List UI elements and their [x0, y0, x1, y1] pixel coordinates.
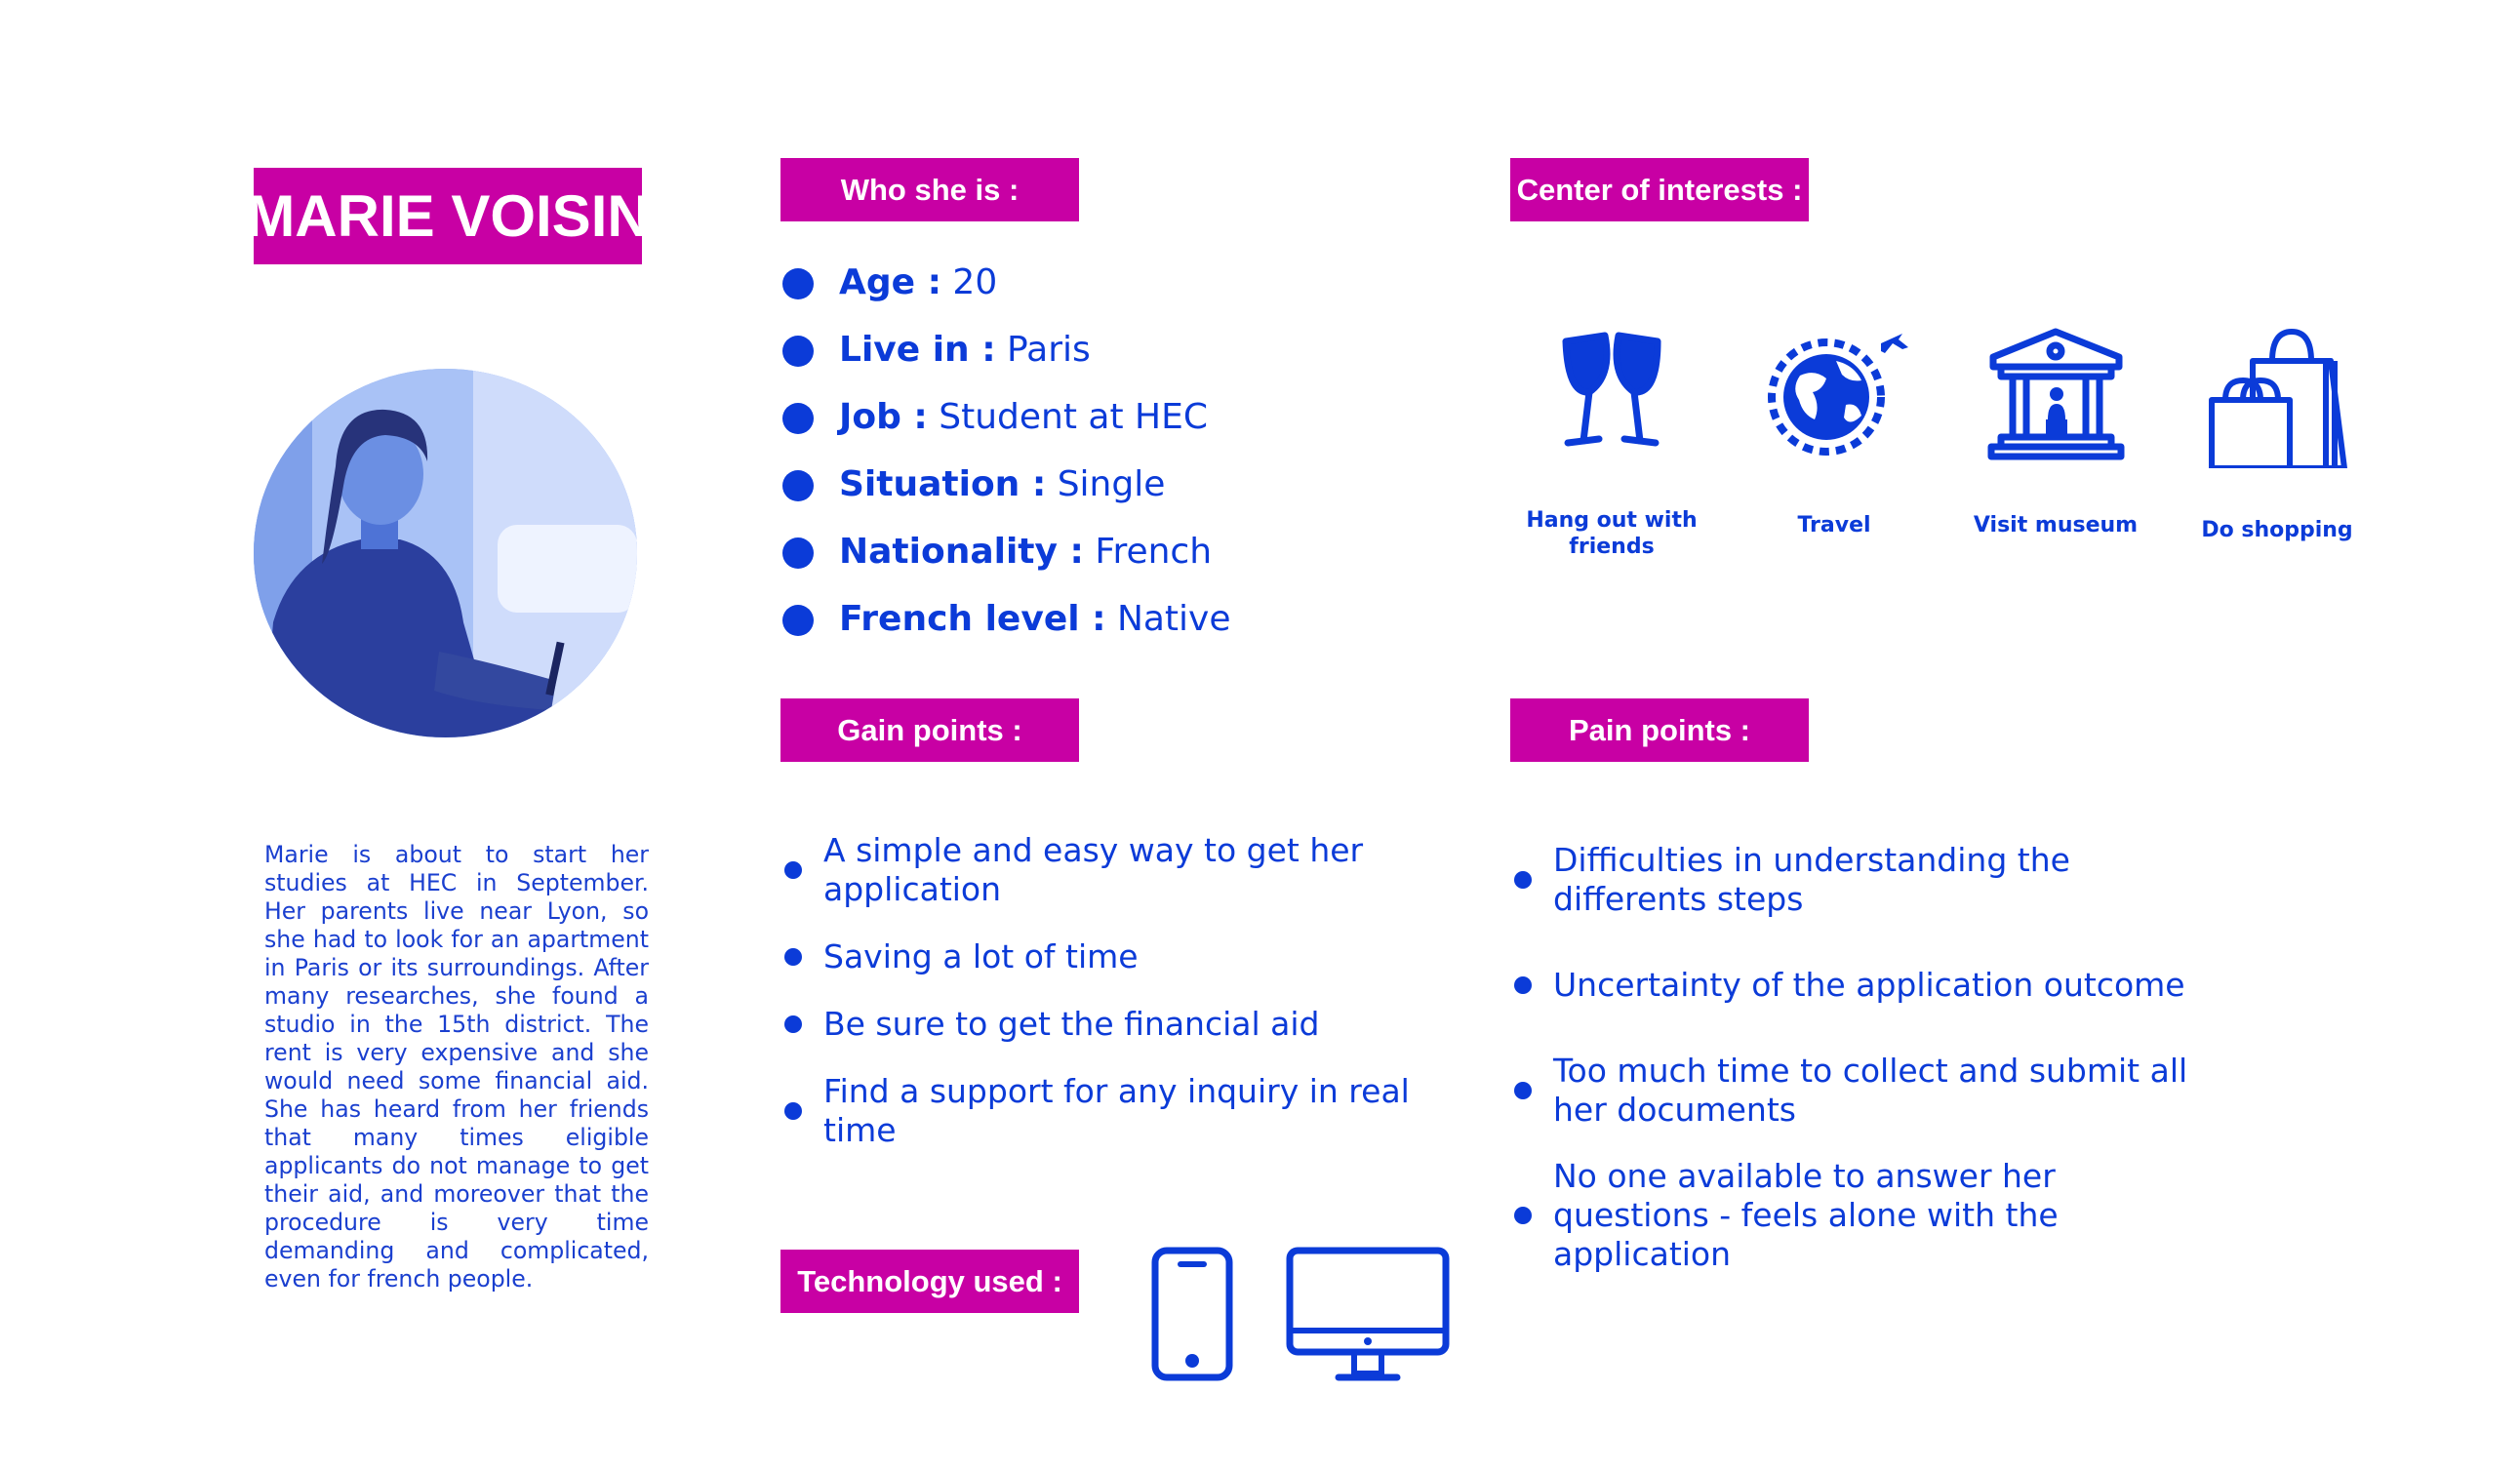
fact-nationality: Nationality : French: [780, 525, 1231, 592]
pain-points-title: Pain points :: [1510, 698, 1809, 762]
interest-label: Travel: [1797, 513, 1871, 537]
fact-live-in: Live in : Paris: [780, 323, 1231, 390]
gain-points-title: Gain points :: [780, 698, 1079, 762]
persona-name: MARIE VOISIN: [254, 168, 642, 264]
interest-shopping: [2170, 322, 2384, 543]
desktop-monitor-icon: [1286, 1247, 1450, 1385]
museum-icon: [1985, 322, 2127, 463]
who-she-is-title: Who she is :: [780, 158, 1079, 221]
wine-glasses-icon: [1548, 322, 1675, 458]
persona-bio: Marie is about to start her studies at HEC in September. Her parents live near Lyon, so she had to look for an apartment in Paris or its surroundings. After many researches, she found a studio in the 15th district. The rent is very expensive and she would need some financial aid. She has heard from her friends that many times eligible applicants do not manage to get their aid, and moreover that the procedure is very time demanding and complicated, even for french people.: [264, 841, 649, 1293]
list-item: Be sure to get the financial aid: [780, 1005, 1424, 1044]
fact-situation: Situation : Single: [780, 458, 1231, 525]
persona-facts-list: [780, 256, 1231, 659]
interests-title: Center of interests :: [1510, 158, 1809, 221]
smartphone-icon: [1151, 1247, 1233, 1381]
list-item: Saving a lot of time: [780, 937, 1424, 976]
fact-job: Job : Student at HEC: [780, 390, 1231, 458]
interest-hang-out: [1504, 322, 1719, 560]
interest-travel: [1727, 322, 1941, 538]
list-item: Difficulties in understanding the differents steps: [1510, 841, 2193, 919]
list-item: A simple and easy way to get her application: [780, 831, 1424, 909]
interest-label: Do shopping: [2201, 518, 2353, 542]
list-item: Find a support for any inquiry in real time: [780, 1072, 1424, 1150]
fact-age: Age : 20: [780, 256, 1231, 323]
globe-plane-icon: [1756, 322, 1912, 463]
fact-french-level: French level : Native: [780, 592, 1231, 659]
persona-illustration: [254, 369, 637, 737]
persona-photo: [254, 369, 637, 737]
pain-points-list: [1510, 841, 2193, 1274]
list-item: Uncertainty of the application outcome: [1510, 946, 2193, 1024]
technology-title: Technology used :: [780, 1250, 1079, 1313]
gain-points-list: [780, 831, 1424, 1150]
interest-label: Visit museum: [1973, 513, 2139, 537]
list-item: Too much time to collect and submit all her documents: [1510, 1052, 2193, 1130]
shopping-bags-icon: [2204, 322, 2350, 468]
list-item: No one available to answer her questions - feels alone with the application: [1510, 1157, 2193, 1274]
interest-label: Hang out with friends: [1526, 508, 1698, 559]
interest-museum: [1948, 322, 2163, 538]
